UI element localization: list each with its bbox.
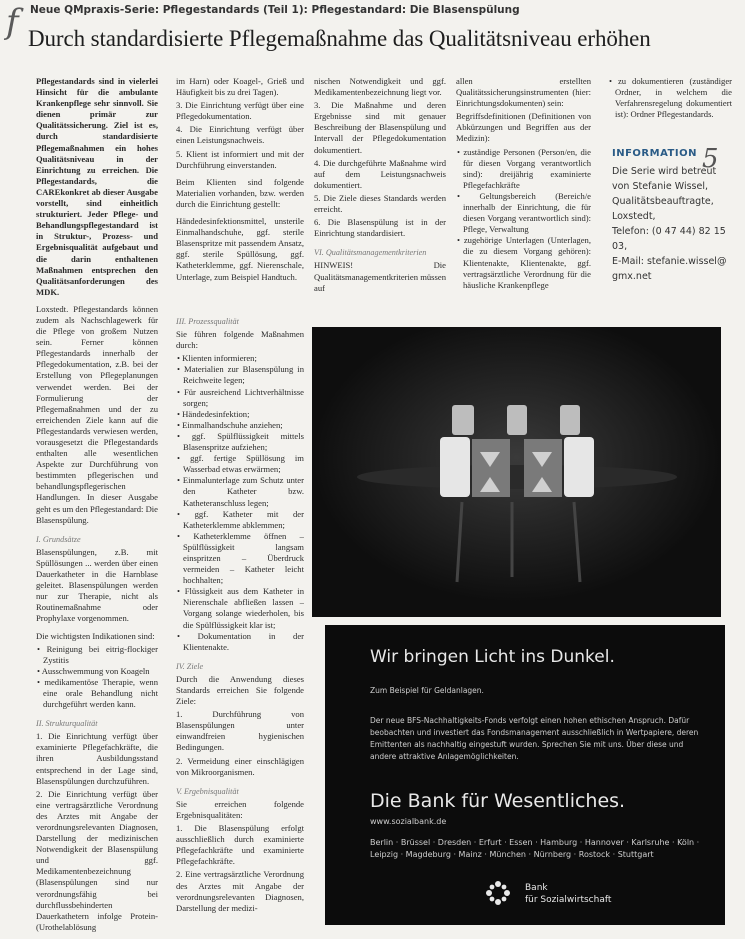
info-line: Die Serie wird betreut: [612, 166, 717, 177]
list-item: • zugehörige Unterlagen (Unterlagen, die zu diesem Vorgang gehören): Klientenakte, Klientenakte, ggf. vertragsärztliche Verordnung für die häusliche Krankenpflege: [463, 235, 591, 290]
section-heading: III. Prozessqualität: [176, 317, 239, 326]
indication-list: [36, 644, 158, 711]
paragraph: im Harn) oder Koagel-, Grieß und Häufigkeit bis zu drei Tagen).: [176, 76, 304, 98]
paragraph: 3. Die Maßnahme und deren Ergebnisse sind mit genauer Beschreibung der Blasenspülung und Intervall der Pflegedokumentation dokumentiert.: [314, 100, 446, 155]
list-item: • Katheterklemme öffnen – Spülflüssigkeit langsam einspritzen – Überdruck vermeiden – Katheter leicht hochhalten;: [183, 531, 304, 586]
section-heading: VI. Qualitätsmanagementkriterien: [314, 248, 427, 258]
section-heading: V. Ergebnisqualität: [176, 786, 239, 796]
section-heading: II. Strukturqualität: [36, 719, 98, 729]
list-item: • Händedesinfektion;: [183, 409, 304, 420]
paragraph: Beim Klienten sind folgende Materialien vorhanden, bzw. werden durch die Einrichtung gestellt:: [176, 176, 304, 209]
headline: Durch standardisierte Pflegemaßnahme das Qualitätsniveau erhöhen: [28, 26, 651, 51]
paragraph: allen erstellten Qualitätssicherungsinstrumenten (hier: Einrichtungsdokumenten) sein:: [456, 76, 591, 109]
info-line: E-Mail: stefanie.wissel@: [612, 256, 727, 267]
paragraph: HINWEIS! Die Qualitätsmanagementkriterien müssen auf: [314, 260, 446, 293]
ad-slogan: Wir bringen Licht ins Dunkel.: [370, 647, 615, 667]
handwritten-number: 5: [702, 144, 719, 174]
paragraph: 2. Vermeidung einer einschlägigen von Mikroorganismen.: [176, 755, 304, 777]
list-item: • Reinigung bei eitrig-flockiger Zystitis: [43, 644, 158, 666]
list-item: • ggf. Katheter mit der Katheterklemme abklemmen;: [183, 509, 304, 531]
info-line: Loxstedt,: [612, 211, 656, 222]
criteria-list-continued: [608, 76, 732, 120]
section-heading: IV. Ziele: [176, 661, 204, 671]
bank-name: [525, 882, 611, 906]
ad-url: www.sozialbank.de: [370, 817, 447, 826]
list-item: • Klienten informieren;: [183, 353, 304, 364]
paragraph: Die wichtigsten Indikationen sind:: [36, 630, 155, 641]
list-item: • Für ausreichend Lichtverhältnisse sorgen;: [183, 387, 304, 409]
paragraph: Begriffsdefinitionen (Definitionen von Abkürzungen und Begriffen aus der Medizin):: [456, 111, 591, 144]
advertisement-bank: [325, 625, 725, 925]
ad-cities: Berlin · Brüssel · Dresden · Erfurt · Essen · Hamburg · Hannover · Karlsruhe · Köln · Leipzig · Magdeburg · Mainz · München · Nürnberg · Rostock · Stuttgart: [370, 838, 700, 859]
list-item: • Ausschwemmung von Koageln: [43, 666, 158, 677]
paragraph: Sie führen folgende Maßnahmen durch:: [176, 329, 304, 351]
paragraph: 4. Die Einrichtung verfügt über einen Leistungsnachweis.: [176, 124, 304, 146]
list-item: • zu dokumentieren (zuständiger Ordner, in welchem die Verfahrensregelung dokumentiert ist): Ordner Pflegestandards.: [615, 76, 732, 120]
ad-body: Der neue BFS-Nachhaltigkeits-Fonds verfolgt einen hohen ethischen Anspruch. Dafür beobachten und investiert das Fondsmanagement ausschließlich in Wertpapiere, deren Emittenten als nachhaltig eingestuft wurden. Sprechen Sie mit uns. Über diese und andere attraktive Anlagemöglichkeiten.: [370, 716, 699, 761]
criteria-list: [456, 147, 591, 291]
intro-paragraph: Pflegestandards sind in vielerlei Hinsicht für die ambulante Krankenpflege sehr sinnvoll. Sie dienen primär zur Qualitätssicherung. Ziel ist es, durch standardisierte Pflegemaßnahmen ein hohes Qualitätsniveau in der Einrichtung zu erreichen. Die Pflegestandards, die CAREkonkret ab dieser Ausgabe vorstellt, sind einheitlich strukturiert. Jeder Pflege- und Behandlungspflegestandard ist in Struktur-, Prozess- und Ergebnisqualität aufgebaut und die darin enthaltenen Maßnahmen entsprechen den Qualitätsanforderungen des MDK.: [36, 76, 158, 297]
list-item: • Flüssigkeit aus dem Katheter in Nierenschale abfließen lassen – Vorgang solange wiederholen, bis die Spülflüssigkeit klar ist;: [183, 586, 304, 630]
paragraph: 2. Die Einrichtung verfügt über eine vertragsärztliche Verordnung des Arztes mit Angabe der verordnungsrelevanten Diagnosen, Darstellung der medizinischen Notwendigkeit der Blasenspülung und ggf. Medikamentenbezeichnung (Blasenspülungen sind nur verordnungsfähig bei durchflussbehinderten Dauerkathetern infolge Protein- (Urothelablösung: [36, 788, 158, 932]
ad-claim: Die Bank für Wesentliches.: [370, 790, 626, 812]
bank-name-line: Bank: [525, 883, 548, 893]
paragraph: 4. Die durchgeführte Maßnahme wird auf dem Leistungsnachweis dokumentiert.: [314, 157, 446, 190]
spotlight-illustration-icon: [312, 327, 721, 617]
info-line: Qualitätsbeauftragte,: [612, 196, 714, 207]
paragraph: Durch die Anwendung dieses Standards erreichen Sie folgende Ziele:: [176, 673, 304, 707]
article-column-2-lower: [176, 316, 304, 938]
article-column-4: [456, 76, 591, 313]
bank-name-line: für Sozialwirtschaft: [525, 895, 612, 905]
series-title: Neue QMpraxis-Serie: Pflegestandards (Teil 1): Pflegestandard: Die Blasenspülung: [30, 4, 520, 16]
paragraph: 5. Klient ist informiert und mit der Durchführung einverstanden.: [176, 148, 304, 170]
info-line: Telefon: (0 47 44) 82 15 03,: [612, 226, 726, 252]
paragraph: Sie erreichen folgende Ergebnisqualitäten:: [176, 798, 304, 820]
information-heading: INFORMATION: [612, 148, 697, 159]
paragraph: nischen Notwendigkeit und ggf. Medikamentenbezeichnung liegt vor.: [314, 76, 446, 98]
list-item: • Geltungsbereich (Bereich/e innerhalb der Einrichtung, die für diesen Vorgang verantwortlich sind): Pflege, Verwaltung: [463, 191, 591, 235]
paragraph: 2. Eine vertragsärztliche Verordnung des Arztes mit Angabe der verordnungsrelevanten Diagnosen, Darstellung der medizi-: [176, 869, 304, 913]
procedure-list: [176, 353, 304, 653]
article-column-3: [314, 76, 446, 313]
information-box: [612, 146, 738, 284]
section-heading: I. Grundsätze: [36, 534, 81, 544]
paragraph: Händedesinfektionsmittel, unsterile Einmalhandschuhe, ggf. sterile Blasenspritze mit passendem Ansatz, ggf. sterile Spüllösung, ggf. Katheterklemme, ggf. Nierenschale, Unterlage, zum Beispiel Handtuch.: [176, 216, 304, 282]
paragraph: Loxstedt. Pflegestandards können zudem als Nachschlagewerk für die Pflege von großem Nutzen sein. Ferner können Pflegestandards innerhalb der Pflegedokumentation, z.B. bei der Erstellung von Pflegeplanungen verwendet werden. Bei der Formulierung der Pflegemaßnahmen und der zu erreichenden Ziele kann auf die Pflegestandards verwiesen werden, vorausgesetzt die Pflegestandards enthalten alle wesentlichen Aspekte zur Durchführung von bestimmten pflegerischen und behandlungspflegerischen Handlungen. In dieser Ausgabe geht es um den Pflegestandard: Die Blasenspülung.: [36, 303, 158, 525]
list-item: • zuständige Personen (Person/en, die für diesen Vorgang verantwortlich sind): dreijährig examinierte Pflegefachkräfte: [463, 147, 591, 191]
article-column-5: [608, 76, 732, 136]
paragraph: 1. Durchführung von Blasenspülungen unter einwandfreien hygienischen Bedingungen.: [176, 709, 304, 753]
article-column-1: [36, 76, 158, 938]
paragraph: 1. Die Blasenspülung erfolgt ausschließlich durch examinierte Pflegefachkräfte und examinierte Pflegefachkräfte.: [176, 823, 304, 867]
list-item: • Einmalunterlage zum Schutz unter den Katheter bzw. Katheteranschluss legen;: [183, 475, 304, 508]
list-item: • Einmalhandschuhe anziehen;: [183, 420, 304, 431]
bank-logo-icon: [485, 880, 511, 910]
list-item: • Dokumentation in der Klientenakte.: [183, 631, 304, 653]
article-column-2: [176, 76, 304, 313]
info-line: von Stefanie Wissel,: [612, 181, 708, 192]
list-item: • ggf. Spülflüssigkeit mittels Blasenspritze aufziehen;: [183, 431, 304, 453]
advertisement-photo: [312, 327, 721, 617]
paragraph: 5. Die Ziele dieses Standards werden erreicht.: [314, 192, 446, 215]
paragraph: 6. Die Blasenspülung ist in der Einrichtung standardisiert.: [314, 217, 446, 239]
handwritten-mark: f: [6, 2, 19, 42]
ad-subline: Zum Beispiel für Geldanlagen.: [370, 686, 484, 695]
paragraph: 1. Die Einrichtung verfügt über examinierte Pflegefachkräfte, die ihren Ausbildungsstand entsprechend in der Lage sind, Blasenspülungen durchzuführen.: [36, 731, 158, 786]
paragraph: Blasenspülungen, z.B. mit Spüllösungen ... werden über einen Dauerkatheter in die Harnblase geleitet. Blasenspülungen werden nur zur Therapie, nicht als Routinemaßnahme oder Prophylaxe vorgenommen.: [36, 546, 158, 624]
list-item: • ggf. fertige Spüllösung im Wasserbad etwas erwärmen;: [183, 453, 304, 475]
list-item: • medikamentöse Therapie, wenn eine orale Behandlung nicht durchgeführt werden kann.: [43, 677, 158, 710]
paragraph: 3. Die Einrichtung verfügt über eine Pflegedokumentation.: [176, 100, 304, 122]
info-line: gmx.net: [612, 271, 652, 282]
list-item: • Materialien zur Blasenspülung in Reichweite legen;: [183, 364, 304, 386]
